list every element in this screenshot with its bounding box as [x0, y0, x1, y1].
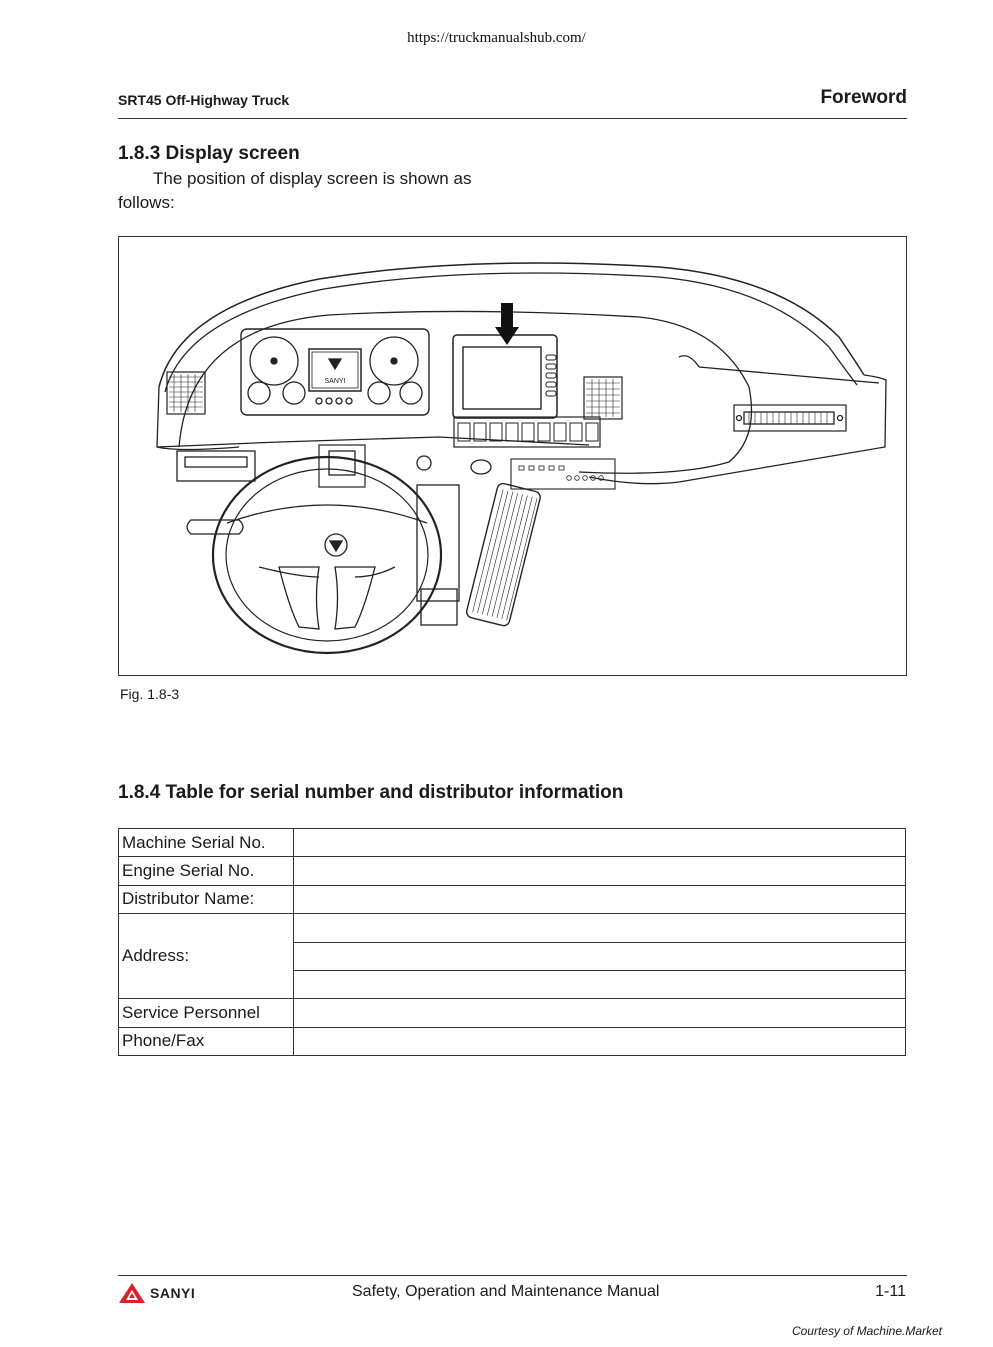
table-row [119, 999, 906, 1027]
document-title: SRT45 Off-Highway Truck [118, 92, 290, 108]
section-183-text-line1: The position of display screen is shown as [153, 169, 472, 188]
sanyi-logo-icon [118, 1282, 146, 1304]
address-line1-field[interactable] [294, 914, 906, 942]
section-184-title: 1.8.4 Table for serial number and distributor information [118, 782, 624, 803]
table-row [119, 885, 906, 913]
sanyi-logo [118, 1282, 195, 1304]
watermark-url: https://truckmanualshub.com/ [407, 30, 586, 46]
service-personnel-value-field[interactable] [294, 999, 906, 1027]
serial-distributor-table [118, 828, 906, 1056]
address-line3-field[interactable] [294, 970, 906, 998]
dashboard-figure [118, 236, 907, 676]
table-row [119, 1027, 906, 1055]
chapter-title: Foreword [820, 87, 907, 108]
page-header [118, 88, 907, 119]
machine-serial-label: Machine Serial No. [119, 829, 294, 857]
footer-manual-title: Safety, Operation and Maintenance Manual [352, 1283, 660, 1300]
section-183-title: 1.8.3 Display screen [118, 143, 300, 164]
distributor-name-label: Distributor Name: [119, 885, 294, 913]
section-183-text-line2: follows: [118, 193, 175, 212]
footer-rule [118, 1275, 907, 1276]
service-personnel-label: Service Personnel [119, 999, 294, 1027]
table-row [119, 857, 906, 885]
page-number: 1-11 [875, 1283, 906, 1300]
table-row [119, 829, 906, 857]
sanyi-logo-text: SANYI [150, 1285, 196, 1301]
machine-serial-value-field[interactable] [294, 829, 906, 857]
engine-serial-label: Engine Serial No. [119, 857, 294, 885]
address-line2-field[interactable] [294, 942, 906, 970]
cluster-logo-text: SANYI [324, 378, 346, 385]
address-label: Address: [119, 914, 294, 999]
phone-fax-value-field[interactable] [294, 1027, 906, 1055]
distributor-name-value-field[interactable] [294, 885, 906, 913]
table-row [119, 914, 906, 942]
courtesy-note: Courtesy of Machine.Market [791, 1324, 942, 1338]
engine-serial-value-field[interactable] [294, 857, 906, 885]
phone-fax-label: Phone/Fax [119, 1027, 294, 1055]
dashboard-illustration [119, 237, 908, 677]
figure-caption: Fig. 1.8-3 [120, 686, 180, 702]
